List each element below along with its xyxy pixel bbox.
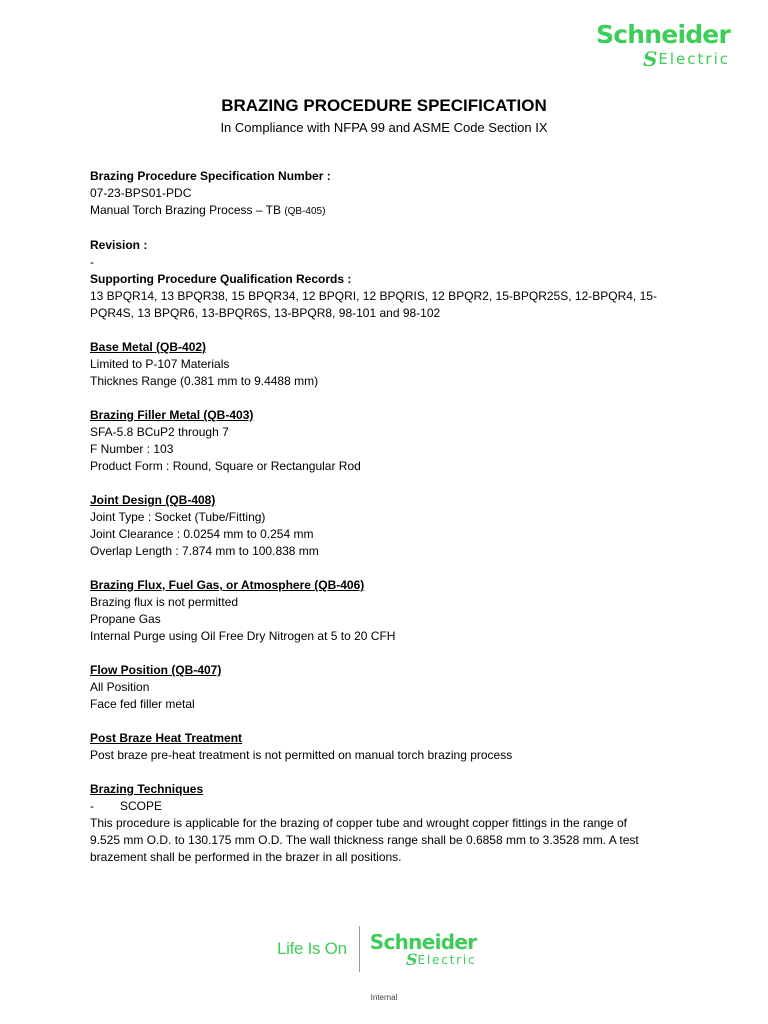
document-subtitle: In Compliance with NFPA 99 and ASME Code Section IX <box>220 120 548 135</box>
joint-design-line: Overlap Length : 7.874 mm to 100.838 mm <box>90 544 319 558</box>
filler-metal-heading: Brazing Filler Metal (QB-403) <box>90 408 254 422</box>
techniques-paragraph: 9.525 mm O.D. to 130.175 mm O.D. The wall thickness range shall be 0.6858 mm to 3.3528 mm. A test <box>90 833 639 847</box>
se-mark-icon: S <box>405 949 418 969</box>
flow-position-heading: Flow Position (QB-407) <box>90 663 222 677</box>
techniques-heading: Brazing Techniques <box>90 782 204 796</box>
tagline: Life Is On <box>277 939 347 958</box>
document-body <box>90 168 690 866</box>
pqr-line-1: 13 BPQR14, 13 BPQR38, 15 BPQR34, 12 BPQRI, 12 BPQRIS, 12 BPQR2, 15-BPQR25S, 12-BPQR4, 15- <box>90 289 657 303</box>
pqr-label: Supporting Procedure Qualification Records : <box>90 272 352 286</box>
base-metal-heading: Base Metal (QB-402) <box>90 340 207 354</box>
schneider-electric-logo <box>596 20 730 74</box>
pbht-line: Post braze pre-heat treatment is not permitted on manual torch brazing process <box>90 748 513 762</box>
flux-line: Propane Gas <box>90 612 161 626</box>
document-title: BRAZING PROCEDURE SPECIFICATION <box>221 96 547 115</box>
classification-label: Internal <box>370 993 398 1002</box>
logo-sub <box>596 48 730 70</box>
se-mark-icon: S <box>642 47 658 71</box>
joint-design-line: Joint Type : Socket (Tube/Fitting) <box>90 510 266 524</box>
bullet-text: SCOPE <box>120 799 163 813</box>
bps-number-label: Brazing Procedure Specification Number : <box>90 169 331 183</box>
flow-position-line: All Position <box>90 680 150 694</box>
techniques-paragraph: brazement shall be performed in the brazer in all positions. <box>90 850 402 864</box>
filler-metal-line: SFA-5.8 BCuP2 through 7 <box>90 425 229 439</box>
filler-metal-line: Product Form : Round, Square or Rectangular Rod <box>90 459 361 473</box>
bullet-dash: - <box>90 799 94 813</box>
bps-process <box>90 202 690 220</box>
life-is-on-logo <box>277 924 507 974</box>
footer-logo-sub-text: Electric <box>417 952 477 967</box>
bps-process-ref: (QB-405) <box>284 206 326 217</box>
bps-number: 07-23-BPS01-PDC <box>90 186 192 200</box>
base-metal-line: Limited to P-107 Materials <box>90 357 230 371</box>
flow-position-line: Face fed filler metal <box>90 697 195 711</box>
bps-process-text: Manual Torch Brazing Process – TB <box>90 203 281 217</box>
pqr-line-2: PQR4S, 13 BPQR6, 13-BPQR6S, 13-BPQR8, 98-101 and 98-102 <box>90 306 441 320</box>
pbht-heading: Post Braze Heat Treatment <box>90 731 243 745</box>
footer-wordmark <box>370 930 477 969</box>
footer-logo-wordmark: Schneider <box>369 929 477 954</box>
logo-sub-text: Electric <box>658 50 730 68</box>
joint-design-line: Joint Clearance : 0.0254 mm to 0.254 mm <box>90 527 314 541</box>
flux-line: Brazing flux is not permitted <box>90 595 239 609</box>
revision-value: - <box>90 255 94 269</box>
footer-logo-sub <box>370 951 477 969</box>
base-metal-line: Thicknes Range (0.381 mm to 9.4488 mm) <box>90 374 319 388</box>
revision-label: Revision : <box>90 238 148 252</box>
flux-heading: Brazing Flux, Fuel Gas, or Atmosphere (QB-406) <box>90 578 365 592</box>
divider <box>359 926 360 972</box>
logo-wordmark: Schneider <box>596 20 730 49</box>
filler-metal-line: F Number : 103 <box>90 442 174 456</box>
flux-line: Internal Purge using Oil Free Dry Nitrogen at 5 to 20 CFH <box>90 629 396 643</box>
techniques-paragraph: This procedure is applicable for the brazing of copper tube and wrought copper fittings in the range of <box>90 816 627 830</box>
joint-design-heading: Joint Design (QB-408) <box>90 493 216 507</box>
techniques-bullet <box>90 798 690 815</box>
